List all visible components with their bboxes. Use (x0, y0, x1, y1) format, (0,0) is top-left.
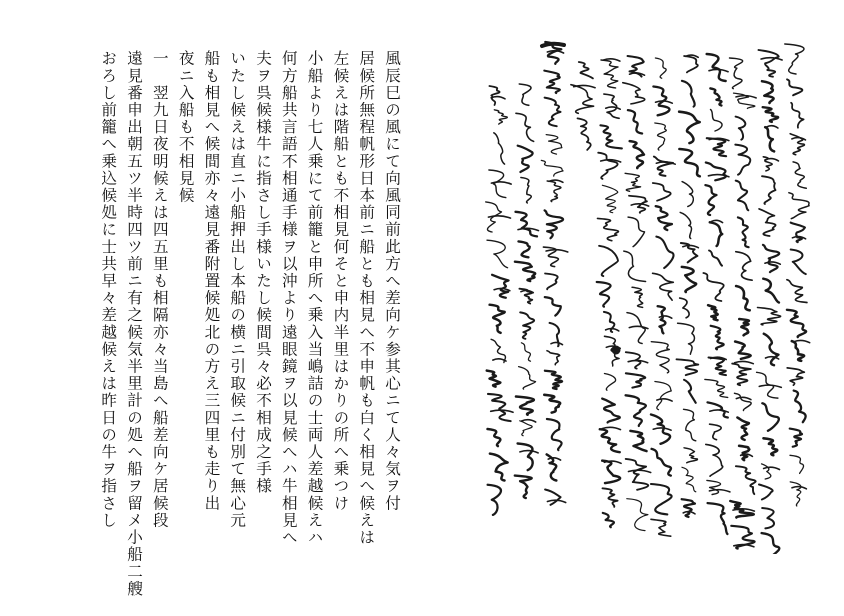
ink-stroke (759, 50, 779, 77)
transcription-text (44, 50, 404, 598)
ink-stroke (711, 110, 723, 132)
ink-stroke (680, 212, 691, 238)
ink-stroke (707, 480, 721, 494)
manuscript-strokes (428, 34, 828, 554)
ink-stroke (791, 223, 805, 243)
ink-stroke (791, 250, 806, 275)
ink-stroke (653, 183, 671, 201)
ink-stroke (603, 488, 618, 507)
manuscript-image (428, 34, 828, 554)
ink-stroke (520, 312, 534, 338)
ink-stroke (489, 86, 499, 105)
ink-stroke (630, 141, 644, 168)
ink-stroke (626, 395, 646, 426)
ink-stroke (682, 499, 695, 517)
ink-stroke (791, 103, 804, 128)
ink-stroke (598, 218, 619, 240)
ink-stroke (488, 429, 501, 446)
ink-stroke (492, 275, 508, 298)
ink-stroke (602, 185, 617, 212)
ink-stroke (735, 393, 752, 410)
ink-stroke (604, 461, 621, 463)
ink-stroke (521, 178, 531, 203)
ink-stroke (707, 138, 726, 156)
ink-stroke (630, 431, 646, 451)
ink-stroke (655, 58, 666, 78)
transcription-line: 夫ヲ呉候様牛に指さし手様いたし候間呉々必不相成之手様 (254, 50, 273, 495)
ink-stroke (739, 446, 749, 460)
ink-stroke (762, 508, 774, 528)
ink-stroke (651, 484, 672, 514)
ink-stroke (682, 467, 696, 492)
ink-stroke (787, 79, 802, 95)
ink-stroke (603, 513, 614, 527)
ink-stroke (518, 444, 533, 471)
ink-stroke (623, 83, 645, 104)
ink-stroke (735, 145, 750, 175)
ink-stroke (652, 449, 671, 476)
ink-stroke (653, 273, 674, 300)
ink-stroke (545, 274, 558, 290)
transcription-line: 左候えは階船とも不相見何そと申内半里はかりの所へ乗つけ (331, 50, 350, 512)
ink-stroke (519, 84, 531, 105)
ink-stroke (655, 382, 671, 410)
ink-stroke (491, 97, 505, 99)
ink-stroke (487, 240, 508, 268)
ink-stroke (679, 149, 699, 176)
ink-stroke (625, 173, 641, 191)
ink-stroke (516, 212, 538, 237)
ink-stroke (707, 54, 726, 81)
ink-stroke (518, 146, 533, 172)
ink-stroke (790, 482, 801, 506)
ink-stroke (628, 110, 642, 133)
ink-stroke (762, 533, 780, 554)
ink-stroke (705, 379, 728, 397)
transcription-line: 風辰巳の風にて向風同前此方へ差向ケ参其心ニて人々気ヲ付 (383, 50, 401, 512)
ink-stroke (519, 241, 530, 257)
ink-stroke (730, 58, 743, 89)
ink-stroke (708, 305, 718, 320)
ink-stroke (684, 409, 696, 441)
ink-stroke (762, 81, 774, 103)
ink-stroke (736, 252, 752, 281)
ink-stroke (606, 107, 621, 109)
ink-stroke (762, 464, 771, 479)
ink-stroke (758, 308, 781, 325)
ink-stroke (544, 71, 560, 94)
ink-stroke (515, 262, 535, 281)
ink-stroke (658, 306, 666, 333)
ink-stroke (545, 297, 561, 316)
ink-stroke (789, 193, 809, 219)
ink-stroke (494, 110, 507, 124)
ink-stroke (602, 461, 620, 484)
ink-stroke (682, 267, 696, 292)
ink-stroke (767, 126, 778, 128)
ink-stroke (679, 112, 700, 143)
ink-stroke (710, 88, 721, 105)
ink-stroke (651, 519, 671, 536)
ink-stroke (574, 85, 596, 87)
ink-stroke (600, 429, 620, 452)
ink-stroke (739, 319, 749, 335)
ink-stroke (682, 182, 693, 207)
ink-stroke (684, 448, 697, 463)
ink-stroke (494, 133, 505, 164)
ink-stroke (710, 222, 722, 246)
ink-stroke (683, 245, 699, 247)
ink-stroke (598, 153, 617, 179)
transcription-line: 遠見番申出朝五ツ半時四ツ前ニ有之候気半里計の処へ船ヲ留メ小船二艘 (125, 50, 144, 598)
ink-stroke (571, 85, 594, 114)
ink-stroke (628, 217, 644, 247)
ink-stroke (735, 342, 751, 359)
ink-stroke (629, 326, 648, 328)
ink-stroke (551, 342, 563, 344)
ink-stroke (629, 470, 651, 472)
ink-stroke (515, 476, 532, 498)
ink-stroke (655, 123, 667, 150)
ink-stroke (601, 125, 622, 148)
ink-stroke (599, 246, 618, 276)
ink-stroke (520, 421, 532, 436)
ink-stroke (736, 466, 756, 494)
ink-stroke (684, 380, 696, 403)
ink-stroke (654, 157, 673, 176)
transcription-line: 小船より七人乗にて前籠と申所へ乗入当嶋詰の士両人差越候えハ (305, 50, 324, 546)
ink-stroke (737, 418, 749, 440)
ink-stroke (547, 181, 561, 202)
ink-stroke (710, 424, 722, 440)
ink-stroke (708, 503, 728, 534)
ink-stroke (706, 444, 723, 476)
ink-stroke (792, 138, 806, 140)
ink-stroke (790, 429, 802, 447)
ink-stroke (763, 107, 778, 122)
ink-stroke (548, 458, 560, 460)
ink-stroke (765, 159, 779, 161)
ink-stroke (516, 113, 534, 141)
ink-stroke (545, 490, 561, 505)
ink-stroke (627, 499, 648, 531)
ink-stroke (710, 410, 729, 412)
ink-stroke (792, 341, 804, 361)
ink-stroke (657, 399, 672, 401)
ink-stroke (546, 135, 562, 155)
ink-stroke (656, 237, 673, 268)
ink-stroke (759, 385, 781, 387)
ink-stroke (785, 44, 804, 74)
ink-stroke (787, 280, 807, 303)
ink-stroke (764, 438, 778, 455)
ink-stroke (706, 163, 726, 181)
ink-stroke (787, 310, 806, 337)
ink-stroke (520, 451, 538, 453)
ink-stroke (762, 403, 779, 431)
transcription-line: 船も相見へ候間亦々遠見番附置候処北の方え三四里も走り出 (202, 50, 221, 512)
ink-stroke (711, 326, 724, 350)
ink-stroke (542, 44, 564, 46)
ink-stroke (601, 60, 618, 88)
ink-stroke (677, 359, 699, 375)
ink-stroke (703, 273, 723, 301)
ink-stroke (684, 56, 698, 72)
ink-stroke (545, 210, 563, 238)
transcription-line: 一 翌九日夜明候えは四五里も相隔亦々当島へ船差向ケ居候段 (150, 50, 169, 529)
ink-stroke (759, 209, 775, 236)
ink-stroke (764, 467, 780, 469)
ink-stroke (602, 399, 620, 423)
ink-stroke (763, 279, 779, 303)
ink-stroke (626, 373, 645, 387)
ink-stroke (682, 81, 695, 107)
ink-stroke (521, 343, 530, 361)
ink-stroke (736, 286, 750, 310)
ink-stroke (759, 485, 773, 500)
ink-stroke (738, 217, 749, 247)
ink-stroke (545, 371, 562, 389)
ink-stroke (624, 251, 646, 281)
transcription-line: 夜ニ入船も不相見候 (176, 50, 195, 204)
ink-stroke (656, 206, 672, 230)
ink-stroke (764, 334, 779, 366)
ink-stroke (680, 298, 689, 318)
ink-stroke (597, 282, 611, 307)
transcription-line: 何方船共言語不相通手様ヲ以沖より遠眼鏡ヲ以見候へハ牛相見へ (279, 50, 298, 546)
ink-stroke (787, 368, 804, 385)
ink-stroke (547, 351, 560, 365)
ink-stroke (541, 160, 563, 176)
ink-stroke (545, 98, 561, 127)
ink-stroke (736, 397, 751, 399)
ink-stroke (678, 323, 695, 354)
ink-stroke (762, 176, 776, 204)
ink-stroke (490, 454, 508, 481)
ink-stroke (765, 127, 774, 151)
ink-stroke (547, 419, 562, 450)
ink-stroke (544, 395, 560, 413)
ink-blot (612, 346, 621, 355)
ink-stroke (793, 162, 806, 188)
ink-stroke (488, 485, 501, 515)
ink-stroke (487, 371, 501, 387)
ink-stroke (519, 367, 536, 390)
ink-stroke (735, 361, 754, 363)
ink-stroke (516, 397, 534, 415)
transcription-line: 居候所無程帆形日本前ニ船とも相見へ不申帆も白く相見へ候えは (357, 50, 376, 546)
ink-stroke (736, 181, 749, 211)
ink-stroke (763, 245, 779, 272)
ink-stroke (794, 391, 806, 423)
ink-stroke (709, 358, 727, 376)
ink-stroke (709, 490, 730, 492)
transcription-line: おろし前籠へ乗込候処に士共早々差越候えは昨日の牛ヲ指さし (99, 50, 118, 529)
ink-stroke (626, 459, 649, 490)
ink-stroke (651, 342, 669, 373)
ink-stroke (790, 455, 804, 473)
ink-stroke (732, 364, 751, 386)
ink-stroke (488, 394, 511, 421)
ink-stroke (579, 62, 593, 78)
transcription-line: いたし候えは直ニ小船押出し本船の横ニ引取候ニ付別て無心元 (228, 50, 247, 529)
ink-stroke (493, 359, 506, 361)
ink-stroke (632, 287, 643, 307)
ink-stroke (578, 118, 591, 149)
ink-stroke (490, 305, 505, 333)
ink-stroke (605, 374, 616, 391)
ink-stroke (705, 185, 716, 215)
ink-stroke (736, 117, 746, 140)
ink-stroke (546, 250, 568, 252)
ink-stroke (709, 251, 722, 266)
